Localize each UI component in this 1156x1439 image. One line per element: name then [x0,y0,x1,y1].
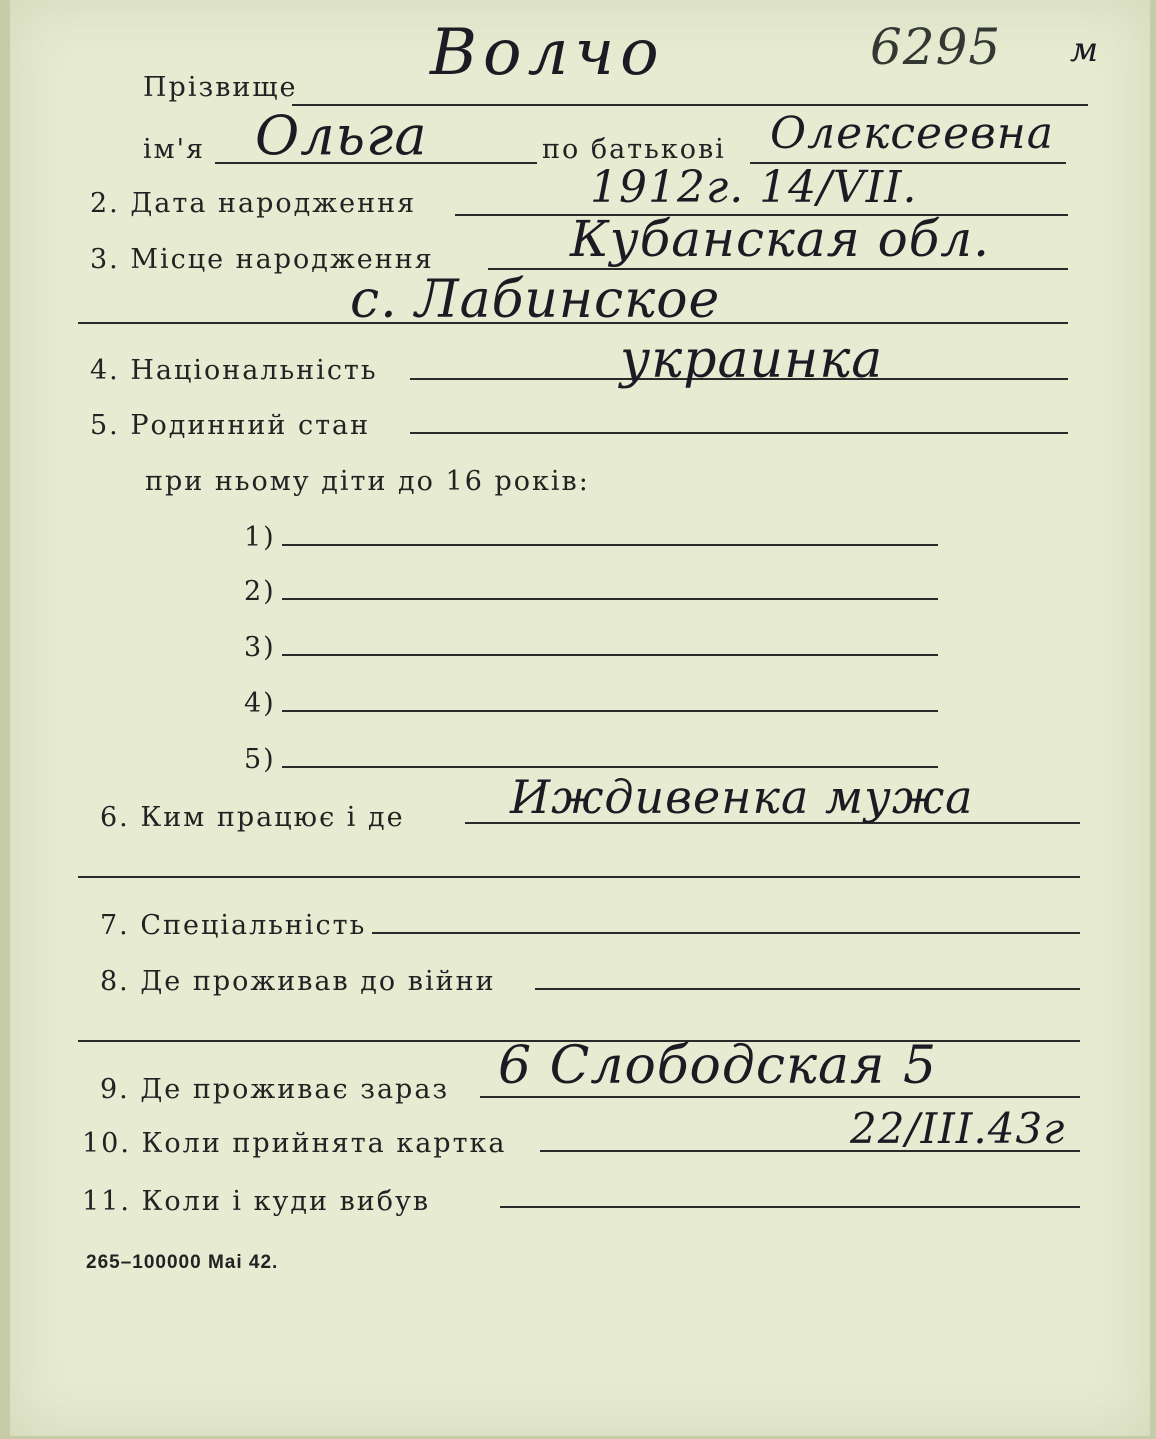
children-label: при ньому діти до 16 років: [145,466,590,497]
child-2-line [282,598,938,600]
patronymic-value: Олексеевна [770,108,1054,159]
prewar-line-1 [535,988,1080,990]
nationality-value: украинка [620,330,884,390]
print-run-footer: 265–100000 Mai 42. [86,1252,279,1273]
accepted-date-value: 22/III.43г [850,1104,1066,1153]
child-1-label: 1) [244,522,276,553]
surname-label: Прізвище [143,72,298,103]
patronymic-label: по батькові [542,134,726,165]
card-number: 6295 [870,18,1002,76]
child-3-line [282,654,938,656]
current-address-value: 6 Слободская 5 [498,1036,938,1096]
card-number-suffix: м [1070,30,1100,70]
birthdate-value: 1912г. 14/VII. [590,162,918,213]
name-label: ім'я [143,134,206,165]
prewar-label: 8. Де проживав до війни [100,966,496,997]
child-2-label: 2) [244,576,276,607]
name-value: Ольга [255,104,428,167]
specialty-label: 7. Спеціальність [100,910,367,941]
work-label: 6. Ким працює і де [100,802,405,833]
current-label: 9. Де проживає зараз [100,1074,450,1105]
child-5-label: 5) [244,744,276,775]
birthplace-value-2: с. Лабинское [350,270,721,330]
birthplace-value-1: Кубанская обл. [570,210,990,268]
surname-value: Волчо [430,16,665,90]
child-4-line [282,710,938,712]
birthplace-label: 3. Місце народження [90,244,434,275]
nationality-label: 4. Національність [90,355,378,386]
child-3-label: 3) [244,632,276,663]
birthdate-label: 2. Дата народження [90,188,417,219]
registration-card [10,0,1150,1436]
departed-line [500,1206,1080,1208]
departed-label: 11. Коли і куди вибув [82,1186,431,1217]
marital-label: 5. Родинний стан [90,410,371,441]
child-5-line [282,766,938,768]
accepted-label: 10. Коли прийнята картка [82,1128,507,1159]
child-4-label: 4) [244,688,276,719]
child-1-line [282,544,938,546]
marital-line [410,432,1068,434]
specialty-line [372,932,1080,934]
work-value: Иждивенка мужа [510,770,974,824]
current-line [480,1096,1080,1098]
work-line-2 [78,876,1080,878]
